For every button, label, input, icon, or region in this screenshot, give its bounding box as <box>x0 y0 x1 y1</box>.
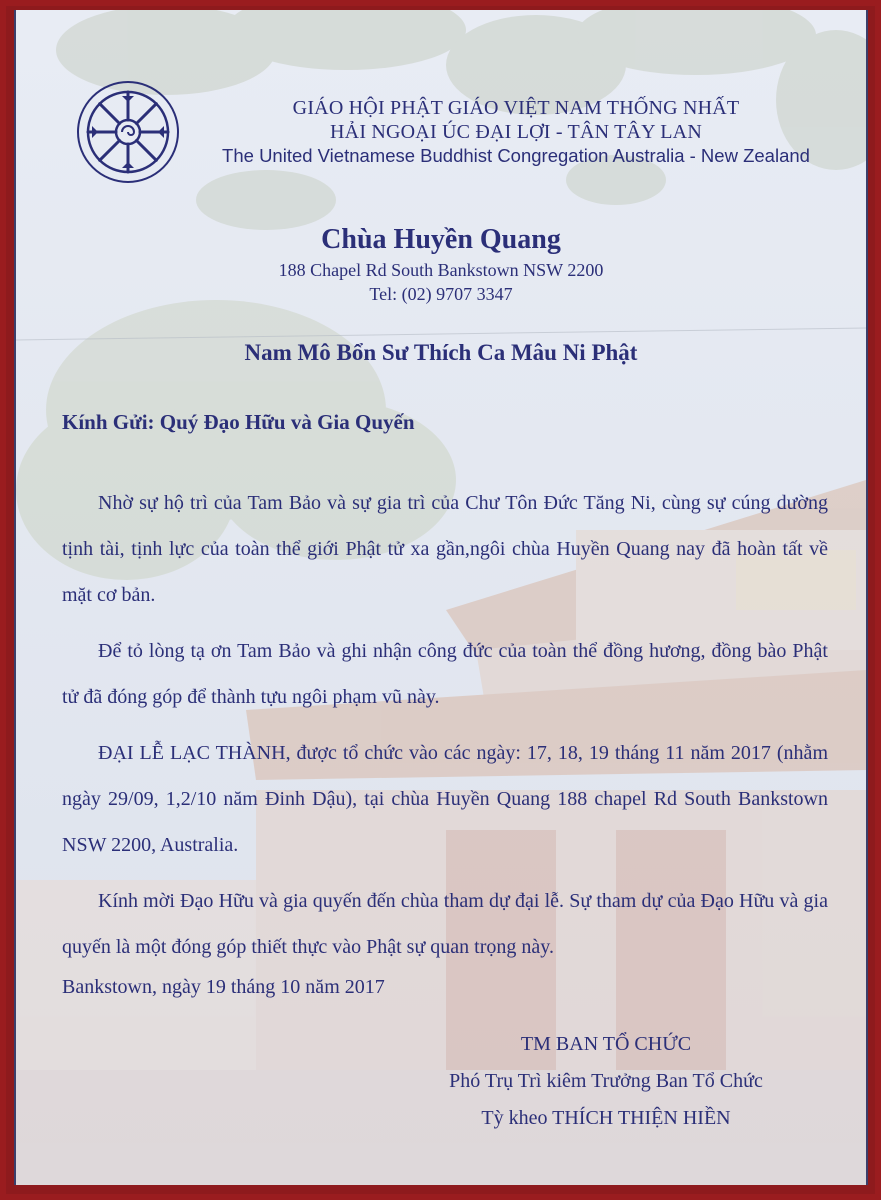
salutation: Kính Gửi: Quý Đạo Hữu và Gia Quyến <box>62 410 415 434</box>
congregation-header <box>186 96 846 168</box>
paragraph: ĐẠI LỄ LẠC THÀNH, được tổ chức vào các ngày: 17, 18, 19 tháng 11 năm 2017 (nhằm ngày 29/09, 1,2/10 năm Đinh Dậu), tại chùa Huyền Quang 188 chapel Rd South Bankstown NSW 2200, Australia. <box>62 742 828 856</box>
paragraph: Kính mời Đạo Hữu và gia quyến đến chùa tham dự đại lễ. Sự tham dự của Đạo Hữu và gia quyến là một đóng góp thiết thực vào Phật sự quan trọng này. <box>62 890 828 958</box>
temple-name: Chùa Huyền Quang <box>321 224 561 255</box>
signature-block <box>396 1026 816 1137</box>
signature-org: TM BAN TỔ CHỨC <box>520 1033 692 1055</box>
congregation-name-vietnamese: GIÁO HỘI PHẬT GIÁO VIỆT NAM THỐNG NHẤT <box>292 97 740 119</box>
temple-info <box>16 222 866 306</box>
dharma-wheel-icon <box>76 80 180 184</box>
signature-title: Phó Trụ Trì kiêm Trưởng Ban Tổ Chức <box>449 1070 763 1092</box>
invocation: Nam Mô Bổn Sư Thích Ca Mâu Ni Phật <box>244 340 638 365</box>
date-line: Bankstown, ngày 19 tháng 10 năm 2017 <box>62 976 385 998</box>
temple-phone: Tel: (02) 9707 3347 <box>369 284 513 304</box>
paragraph: Để tỏ lòng tạ ơn Tam Bảo và ghi nhận công đức của toàn thể đồng hương, đồng bào Phật tử đã đóng góp để thành tựu ngôi phạm vũ này. <box>62 640 828 708</box>
letter-body <box>62 480 828 980</box>
congregation-name-english: The United Vietnamese Buddhist Congregation Australia - New Zealand <box>222 145 810 166</box>
paragraph: Nhờ sự hộ trì của Tam Bảo và sự gia trì của Chư Tôn Đức Tăng Ni, cùng sự cúng dường tịnh tài, tịnh lực của toàn thể giới Phật tử xa gần,ngôi chùa Huyền Quang nay đã hoàn tất về mặt cơ bản. <box>62 492 828 606</box>
letter-paper <box>14 10 868 1185</box>
signature-name: Tỳ kheo THÍCH THIỆN HIỀN <box>481 1107 731 1129</box>
congregation-region-vietnamese: HẢI NGOẠI ÚC ĐẠI LỢI - TÂN TÂY LAN <box>330 121 702 143</box>
temple-address: 188 Chapel Rd South Bankstown NSW 2200 <box>278 260 604 280</box>
